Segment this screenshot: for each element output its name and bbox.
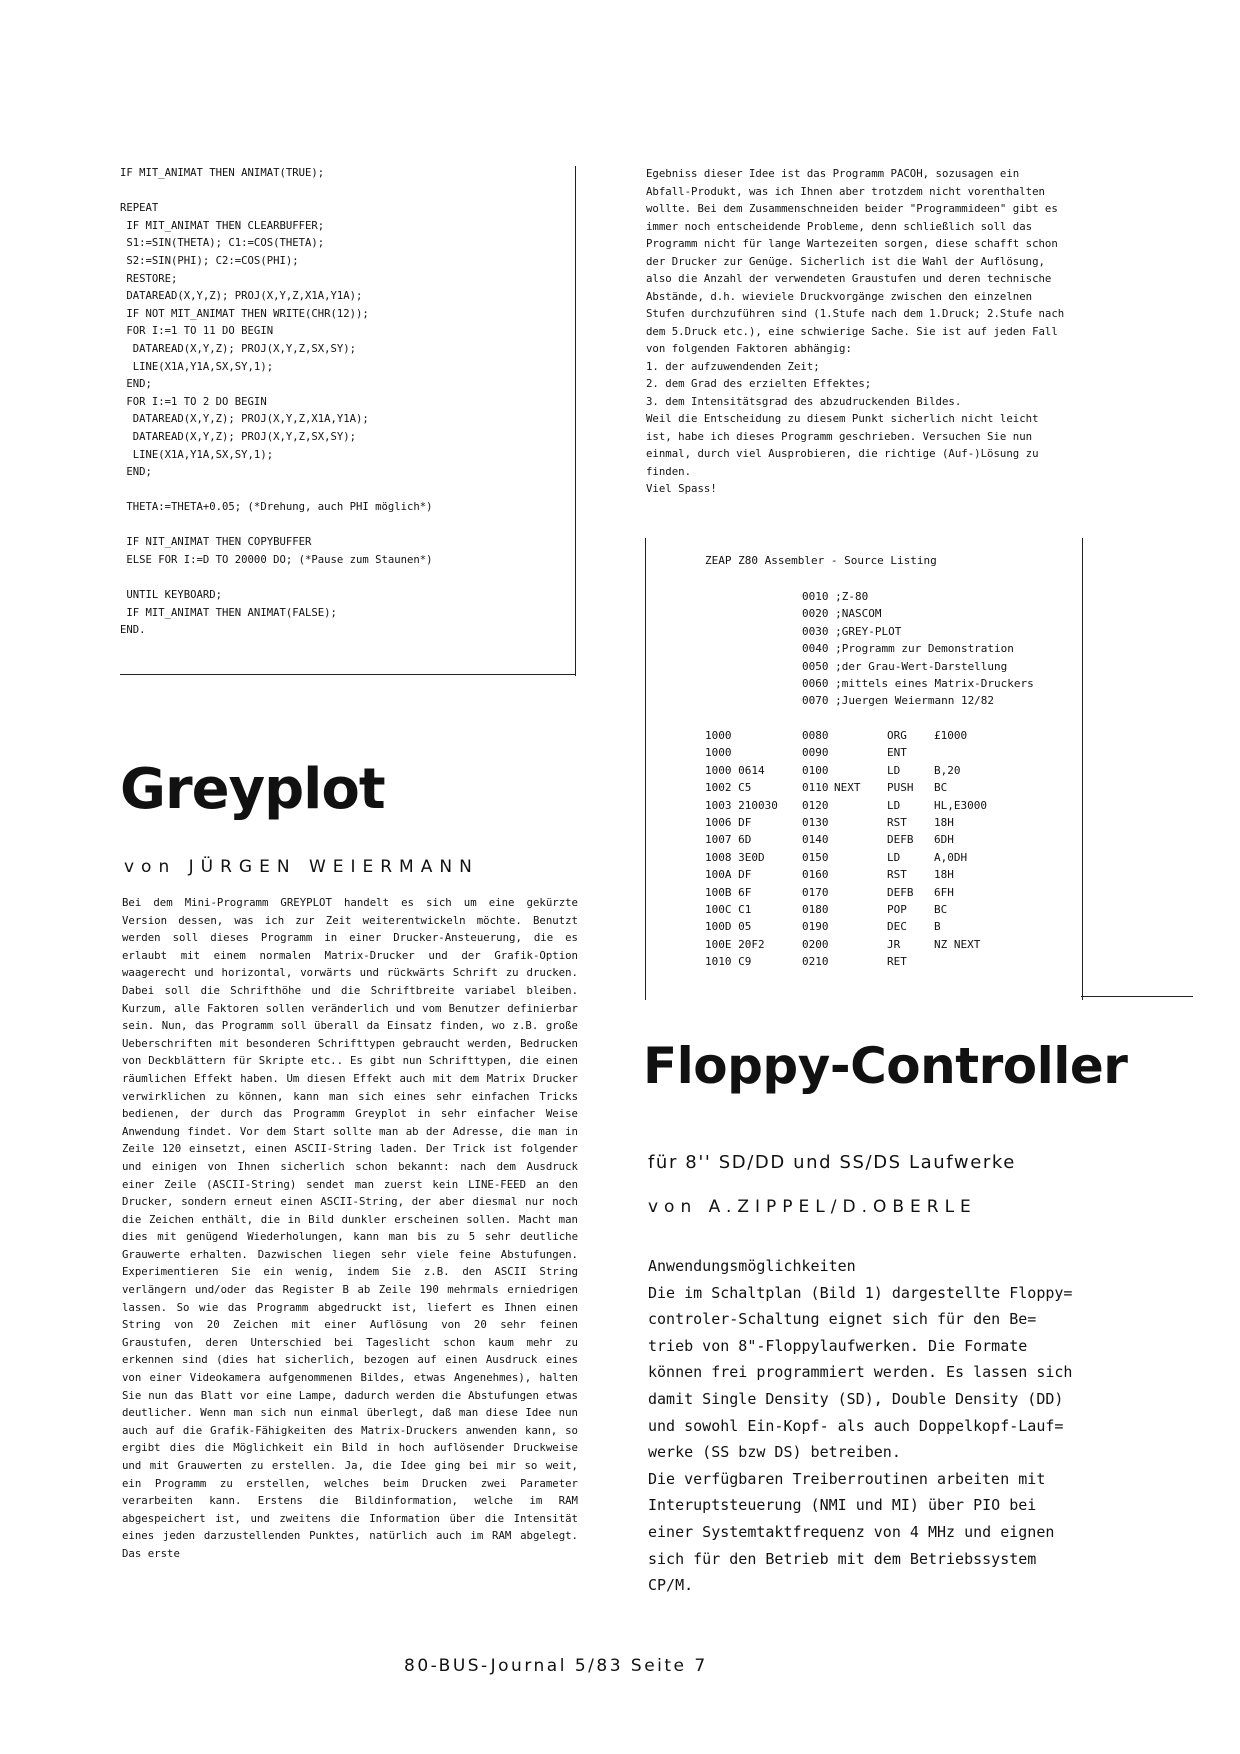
assembler-op: RST [887, 868, 907, 882]
assembler-line: 0080 [802, 729, 829, 742]
assembler-addr: 1000 0614 [705, 763, 765, 777]
code-line: IF MIT_ANIMAT THEN CLEARBUFFER; [120, 219, 325, 232]
assembler-line: 0160 [802, 868, 829, 882]
code-line: FOR I:=1 TO 11 DO BEGIN [120, 325, 274, 338]
assembler-arg: 18H [934, 868, 954, 882]
listing-bottom-rule [120, 674, 576, 675]
assembler-title: ZEAP Z80 Assembler - Source Listing [705, 554, 937, 567]
assembler-addr: 100E 20F2 [705, 937, 765, 951]
assembler-arg: 6DH [934, 833, 954, 847]
assembler-header-line: 0020 ;NASCOM [802, 607, 882, 621]
assembler-arg: £1000 [934, 729, 968, 742]
assembler-op: JR [887, 937, 901, 951]
code-line: END; [120, 378, 152, 391]
floppy-subtitle: für 8'' SD/DD und SS/DS Laufwerke [648, 1152, 1016, 1173]
text-line: Programm nicht für lange Wartezeiten sorgen, diese schafft schon [646, 237, 1058, 250]
assembler-arg: BC [934, 781, 948, 795]
assembler-op: DEFB [887, 885, 914, 899]
assembler-header-line: 0050 ;der Grau-Wert-Darstellung [802, 659, 1008, 673]
assembler-addr: 1006 DF [705, 815, 752, 829]
continued-text [646, 165, 1099, 498]
text-line: damit Single Density (SD), Double Density (DD) [648, 1389, 1064, 1408]
code-line: END. [120, 624, 146, 637]
assembler-arg: BC [934, 902, 948, 916]
code-line: S2:=SIN(PHI); C2:=COS(PHI); [120, 254, 299, 267]
assembler-addr: 100C C1 [705, 902, 752, 916]
text-line: 2. dem Grad des erzielten Effektes; [646, 377, 872, 390]
text-line: Egebniss dieser Idee ist das Programm PACOH, sozusagen ein [646, 167, 1020, 180]
assembler-arg: 18H [934, 815, 954, 829]
text-line: werke (SS bzw DS) betreiben. [648, 1443, 901, 1462]
assembler-addr: 1002 C5 [705, 781, 752, 795]
floppy-title: Floppy-Controller [643, 1037, 1128, 1095]
code-line: THETA:=THETA+0.05; (*Drehung, auch PHI möglich*) [120, 501, 433, 514]
code-line: IF NOT MIT_ANIMAT THEN WRITE(CHR(12)); [120, 307, 369, 320]
code-line: FOR I:=1 TO 2 DO BEGIN [120, 395, 267, 408]
code-line: S1:=SIN(THETA); C1:=COS(THETA); [120, 237, 325, 250]
code-line: DATAREAD(X,Y,Z); PROJ(X,Y,Z,SX,SY); [120, 430, 356, 443]
assembler-line: 0130 [802, 815, 829, 829]
greyplot-title: Greyplot [120, 757, 385, 822]
assembler-addr: 1000 [705, 729, 732, 742]
text-line: Viel Spass! [646, 482, 717, 495]
text-line: trieb von 8"-Floppylaufwerken. Die Formate [648, 1336, 1028, 1355]
assembler-op: RST [887, 815, 907, 829]
assembler-header-line: 0030 ;GREY-PLOT [802, 624, 902, 638]
assembler-op: DEFB [887, 833, 914, 847]
text-line: immer noch entscheidende Probleme, denn schließlich soll das [646, 219, 1033, 233]
assembler-op: DEC [887, 920, 907, 934]
assembler-arg: B,20 [934, 763, 961, 777]
assembler-line: 0150 [802, 850, 829, 864]
assembler-line: 0180 [802, 902, 829, 916]
assembler-line: 0090 [802, 746, 829, 760]
code-line: UNTIL KEYBOARD; [120, 589, 223, 602]
floppy-body [648, 1253, 1100, 1599]
assembler-addr: 100D 05 [705, 920, 752, 934]
assembler-line: 0110 [802, 781, 829, 795]
text-line: 1. der aufzuwendenden Zeit; [646, 359, 820, 373]
assembler-arg: 6FH [934, 885, 954, 899]
text-line: Weil die Entscheidung zu diesem Punkt sicherlich nicht leicht [646, 412, 1039, 425]
assembler-line: 0200 [802, 937, 829, 951]
code-line: RESTORE; [120, 272, 178, 285]
code-line [120, 482, 580, 500]
assembler-header [802, 588, 1034, 710]
assembler-op: ORG [887, 729, 907, 742]
text-line: können frei programmiert werden. Es lassen sich [648, 1363, 1073, 1382]
text-line: 3. dem Intensitätsgrad des abzudruckenden Bildes. [646, 394, 962, 408]
assembler-op: ENT [887, 746, 907, 760]
code-line: DATAREAD(X,Y,Z); PROJ(X,Y,Z,X1A,Y1A); [120, 413, 369, 426]
assembler-line: 0100 [802, 763, 829, 777]
assembler-header-line: 0010 ;Z-80 [802, 590, 869, 603]
assembler-addr: 1008 3E0D [705, 850, 765, 864]
assembler-op: POP [887, 902, 907, 916]
code-line: DATAREAD(X,Y,Z); PROJ(X,Y,Z,SX,SY); [120, 342, 356, 355]
greyplot-body: Bei dem Mini-Programm GREYPLOT handelt es sich um eine gekürzte Version dessen, was ich zur Zeit weiterentwickeln möchte. Benutzt werden soll dieses Programm in einer Drucker-Ansteuerung, die es erlaubt mit einem normalen Matrix-Drucker und der Grafik-Option waagerecht und horizontal, vorwärts und rückwärts Schrift zu drucken. Dabei soll die Schrifthöhe und die Schriftbreite variabel bleiben. Kurzum, alle Faktoren sollen veränderlich und vom Benutzer definierbar sein. Nun, das Programm soll überall da Einsatz finden, wo z.B. große Ueberschriften mit besonderen Schrifttypen gebraucht werden, Bedrucken von Deckblättern für Skripte etc.. Es gibt nun Schrifttypen, die einen räumlichen Effekt haben. Um diesen Effekt auch mit dem Matrix Drucker verwirklichen zu können, kann man sich eines sehr einfachen Tricks bedienen, der durch das Programm Greyplot in sehr einfacher Weise Anwendung findet. Vor dem Start sollte man ab der Adresse, die man in Zeile 120 einsetzt, einen ASCII-String laden. Der Trick ist folgender und einigen von Ihnen sicherlich schon bekannt: nach dem Ausdruck einer Zeile (ASCII-String) sendet man zuerst kein LINE-FEED an den Drucker, sondern erneut einen ASCII-String, der aber diesmal nur noch die Zeichen enthält, die in Bild dunkler erscheinen sollen. Macht man dies mit genügend Wiederholungen, kann man bis zu 5 sehr deutliche Grauwerte erhalten. Dazwischen liegen sehr viele feine Abstufungen. Experimentieren Sie ein wenig, indem Sie z.B. den ASCII String verlängern und/oder das Register B ab Zeile 190 mehrmals erniedrigen lassen. So wie das Programm abgedruckt ist, liefert es Ihnen einen String von 20 Zeichen mit einer Auflösung von 20 sehr feinen Graustufen, deren Unterschied bei Tageslicht schon kaum mehr zu erkennen sind (dies hat sicherlich, bezogen auf einen Ausdruck eines von einer Videokamera aufgenommenen Bildes, etwas Angenehmes), halten Sie nun das Blatt vor eine Lampe, dadurch werden die Abstufungen etwas deutlicher. Wenn man sich nun einmal überlegt, daß man diese Idee nun auch auf die Grafik-Fähigkeiten des Matrix-Druckers anwenden kann, so ergibt dies die Möglichkeit ein Bild in hoch auflösender Druckweise und mit Grauwerten zu erstellen. Ja, die Idee ging bei mir so weit, ein Programm zu erstellen, welches beim Drucken zwei Parameter verarbeiten kann. Erstens die Bildinformation, welche im RAM abgespeichert ist, und zweitens die Information über die Intensität eines jeden darzustellenden Punktes, natürlich auch im RAM abgelegt. Das erste [122, 896, 578, 1560]
code-line: DATAREAD(X,Y,Z); PROJ(X,Y,Z,X1A,Y1A); [120, 290, 363, 303]
page-footer: 80-BUS-Journal 5/83 Seite 7 [404, 1656, 708, 1676]
text-line: CP/M. [648, 1576, 694, 1595]
assembler-op: RET [887, 955, 907, 969]
text-line: also die Anzahl der verwendeten Graustufen und deren technische [646, 272, 1052, 285]
code-line [120, 517, 580, 535]
text-line: Anwendungsmöglichkeiten [648, 1257, 856, 1275]
assembler-op: LD [887, 850, 901, 864]
assembler-arg: HL,E3000 [934, 798, 987, 812]
assembler-line: 0210 [802, 955, 829, 969]
assembler-line: 0120 [802, 798, 829, 812]
text-line: sich für den Betrieb mit dem Betriebssystem [648, 1549, 1037, 1568]
greyplot-byline: von JÜRGEN WEIERMANN [124, 857, 479, 877]
code-line: REPEAT [120, 202, 159, 215]
text-line: ist, habe ich dieses Programm geschrieben. Versuchen Sie nun [646, 429, 1033, 443]
assembler-addr: 100B 6F [705, 885, 752, 899]
text-line: der Drucker zur Genüge. Sicherlich ist die Wahl der Auflösung, [646, 254, 1045, 268]
code-line: IF NIT_ANIMAT THEN COPYBUFFER [120, 536, 312, 549]
assembler-line: 0170 [802, 885, 829, 899]
assembler-addr: 1003 210030 [705, 798, 778, 812]
assembler-addr: 1010 C9 [705, 955, 752, 969]
assembler-op: LD [887, 763, 901, 777]
code-line: IF MIT_ANIMAT THEN ANIMAT(TRUE); [120, 167, 325, 179]
assembler-arg: B [934, 920, 941, 934]
assembler-header-line: 0060 ;mittels eines Matrix-Druckers [802, 676, 1034, 690]
assembler-header-line: 0070 ;Juergen Weiermann 12/82 [802, 694, 995, 708]
code-line: END; [120, 466, 152, 479]
assembler-addr: 100A DF [705, 868, 752, 882]
assembler-op: PUSH [887, 781, 914, 795]
text-line: dem 5.Druck etc.), eine schwierige Sache. Sie ist auf jeden Fall [646, 324, 1058, 338]
text-line: Interuptsteuerung (NMI und MI) über PIO bei [648, 1496, 1037, 1515]
text-line: von folgenden Faktoren abhängig: [646, 342, 852, 355]
assembler-addr: 1000 [705, 746, 732, 760]
text-line: Abfall-Produkt, was ich Ihnen aber trotzdem nicht vorenthalten [646, 184, 1045, 198]
assembler-bottom-rule [1081, 996, 1193, 997]
assembler-arg: NZ NEXT [934, 937, 981, 951]
code-line: LINE(X1A,Y1A,SX,SY,1); [120, 360, 274, 373]
assembler-op: LD [887, 798, 901, 812]
text-line: finden. [646, 464, 692, 478]
floppy-byline: von A.ZIPPEL/D.OBERLE [648, 1197, 977, 1217]
code-line: ELSE FOR I:=D TO 20000 DO; (*Pause zum Staunen*) [120, 554, 433, 567]
pascal-listing [120, 165, 580, 640]
text-line: Stufen durchzuführen sind (1.Stufe nach dem 1.Druck; 2.Stufe nach [646, 307, 1065, 320]
assembler-line: 0140 [802, 833, 829, 847]
text-line: einer Systemtaktfrequenz von 4 MHz und eignen [648, 1522, 1055, 1541]
text-line: Abstände, d.h. wieviele Druckvorgänge zwischen den einzelnen [646, 289, 1033, 303]
text-line: Die im Schaltplan (Bild 1) dargestellte Floppy= [648, 1283, 1073, 1302]
code-line [120, 183, 580, 201]
assembler-line: 0190 [802, 920, 829, 934]
listing-right-rule [575, 166, 576, 676]
text-line: und sowohl Ein-Kopf- als auch Doppelkopf-Lauf= [648, 1416, 1064, 1435]
text-line: wollte. Bei dem Zusammenschneiden beider "Programmideen" gibt es [646, 202, 1058, 215]
text-line: einmal, durch viel Ausprobieren, die richtige (Auf-)Lösung zu [646, 447, 1039, 460]
assembler-arg: A,0DH [934, 850, 968, 864]
code-line: LINE(X1A,Y1A,SX,SY,1); [120, 448, 274, 461]
text-line: Die verfügbaren Treiberroutinen arbeiten mit [648, 1469, 1046, 1488]
code-line: IF MIT_ANIMAT THEN ANIMAT(FALSE); [120, 606, 337, 619]
assembler-addr: 1007 6D [705, 833, 752, 847]
assembler-header-line: 0040 ;Programm zur Demonstration [802, 642, 1014, 656]
assembler-label: NEXT [834, 781, 861, 795]
code-line [120, 570, 580, 588]
text-line: controler-Schaltung eignet sich für den Be= [648, 1310, 1037, 1329]
